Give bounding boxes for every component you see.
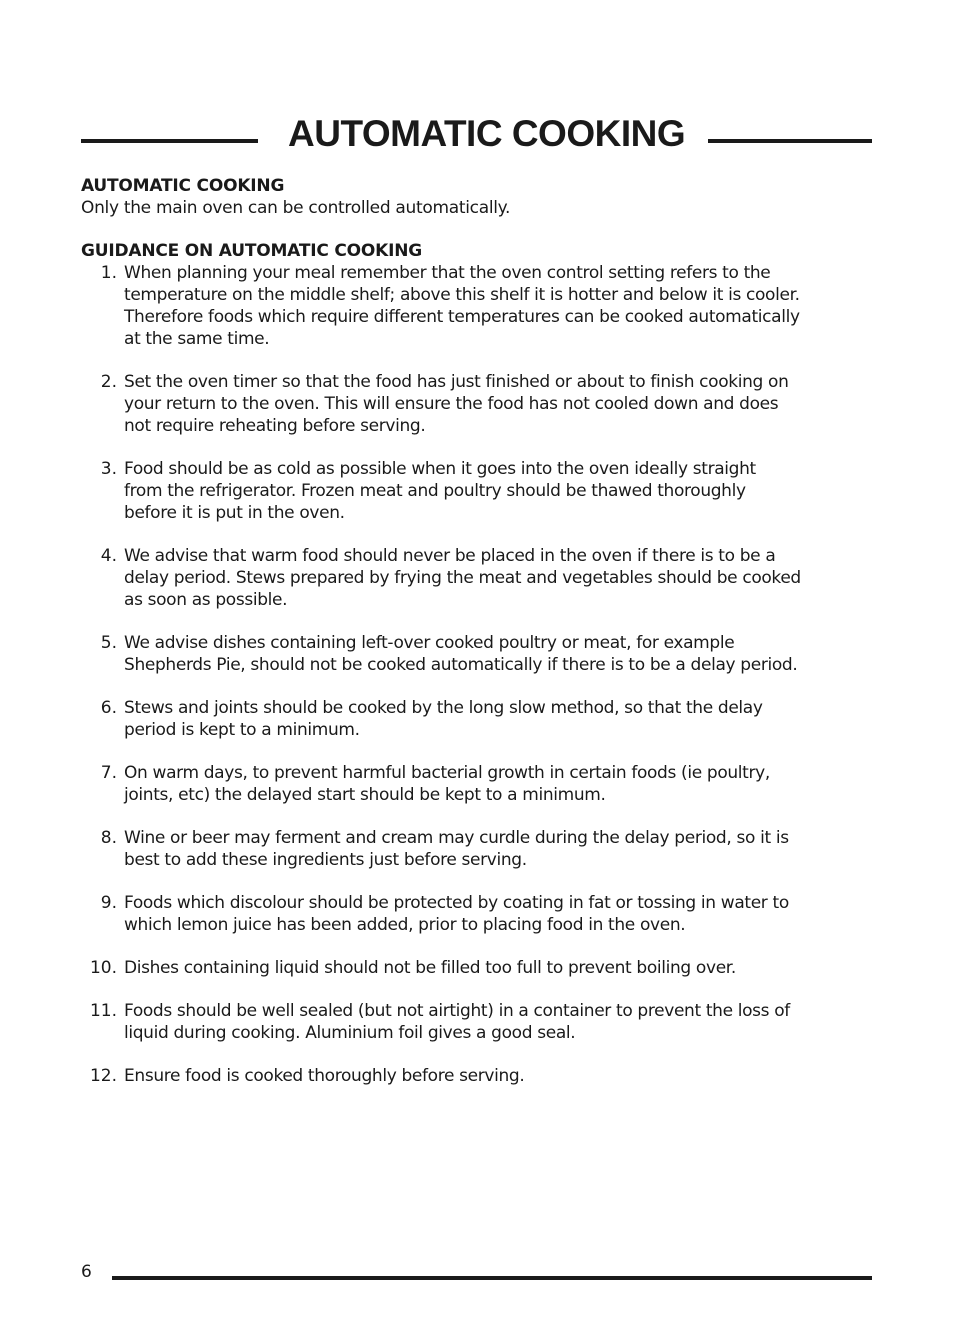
list-item-text: Ensure food is cooked thoroughly before serving. xyxy=(124,1066,525,1086)
list-item xyxy=(81,458,871,524)
list-item xyxy=(81,262,871,350)
list-item-number: 7. xyxy=(100,763,117,783)
list-item-number: 8. xyxy=(100,828,117,848)
list-item-number: 4. xyxy=(100,546,117,566)
list-item-number: 2. xyxy=(100,372,117,392)
intro-text: Only the main oven can be controlled automatically. xyxy=(81,198,511,218)
guidance-list xyxy=(81,262,871,1087)
list-item xyxy=(81,762,871,806)
page-title-row xyxy=(81,112,872,158)
list-item xyxy=(81,697,871,741)
list-item-text: Wine or beer may ferment and cream may curdle during the delay period, so it is best to add these ingredients just before serving. xyxy=(124,828,789,870)
list-item-number: 10. xyxy=(89,958,117,978)
title-rule-right xyxy=(708,139,872,143)
list-item-number: 5. xyxy=(100,633,117,653)
page-content xyxy=(81,175,871,1108)
list-item-text: Foods should be well sealed (but not airtight) in a container to prevent the loss of liquid during cooking. Aluminium foil gives a good seal. xyxy=(124,1001,790,1043)
list-item-number: 6. xyxy=(100,698,117,718)
list-item-text: Food should be as cold as possible when it goes into the oven ideally straight from the refrigerator. Frozen meat and poultry should be thawed thoroughly before it is put in the oven. xyxy=(124,459,756,523)
list-item xyxy=(81,957,871,979)
list-item-text: Set the oven timer so that the food has just finished or about to finish cooking on your return to the oven. This will ensure the food has not cooled down and does not require reheating before serving. xyxy=(124,372,789,436)
list-item-text: When planning your meal remember that the oven control setting refers to the temperature on the middle shelf; above this shelf it is hotter and below it is cooler. Therefore foods which require different temperatures can be cooked automatically at the same time. xyxy=(124,263,800,349)
page-number: 6 xyxy=(81,1262,92,1282)
list-item xyxy=(81,632,871,676)
section-heading-automatic-cooking: AUTOMATIC COOKING xyxy=(81,176,285,196)
list-item-text: We advise dishes containing left-over cooked poultry or meat, for example Shepherds Pie, should not be cooked automatically if there is to be a delay period. xyxy=(124,633,798,675)
list-item-text: On warm days, to prevent harmful bacterial growth in certain foods (ie poultry, joints, etc) the delayed start should be kept to a minimum. xyxy=(124,763,770,805)
footer-rule xyxy=(112,1276,872,1280)
section-heading-guidance: GUIDANCE ON AUTOMATIC COOKING xyxy=(81,241,422,261)
list-item xyxy=(81,545,871,611)
page-footer xyxy=(81,1260,872,1284)
list-item xyxy=(81,371,871,437)
list-item xyxy=(81,1000,871,1044)
list-item-number: 9. xyxy=(100,893,117,913)
list-item-number: 11. xyxy=(89,1001,117,1021)
list-item xyxy=(81,892,871,936)
section-gap xyxy=(81,219,871,240)
list-item-text: We advise that warm food should never be placed in the oven if there is to be a delay period. Stews prepared by frying the meat and vegetables should be cooked as soon as possible. xyxy=(124,546,801,610)
list-item-text: Foods which discolour should be protected by coating in fat or tossing in water to which lemon juice has been added, prior to placing food in the oven. xyxy=(124,893,789,935)
list-item xyxy=(81,1065,871,1087)
list-item-number: 1. xyxy=(100,263,117,283)
list-item xyxy=(81,827,871,871)
list-item-number: 3. xyxy=(100,459,117,479)
title-rule-left xyxy=(81,139,258,143)
list-item-text: Stews and joints should be cooked by the long slow method, so that the delay period is kept to a minimum. xyxy=(124,698,763,740)
list-item-text: Dishes containing liquid should not be filled too full to prevent boiling over. xyxy=(124,958,736,978)
list-item-number: 12. xyxy=(89,1066,117,1086)
page-title: AUTOMATIC COOKING xyxy=(288,113,686,154)
